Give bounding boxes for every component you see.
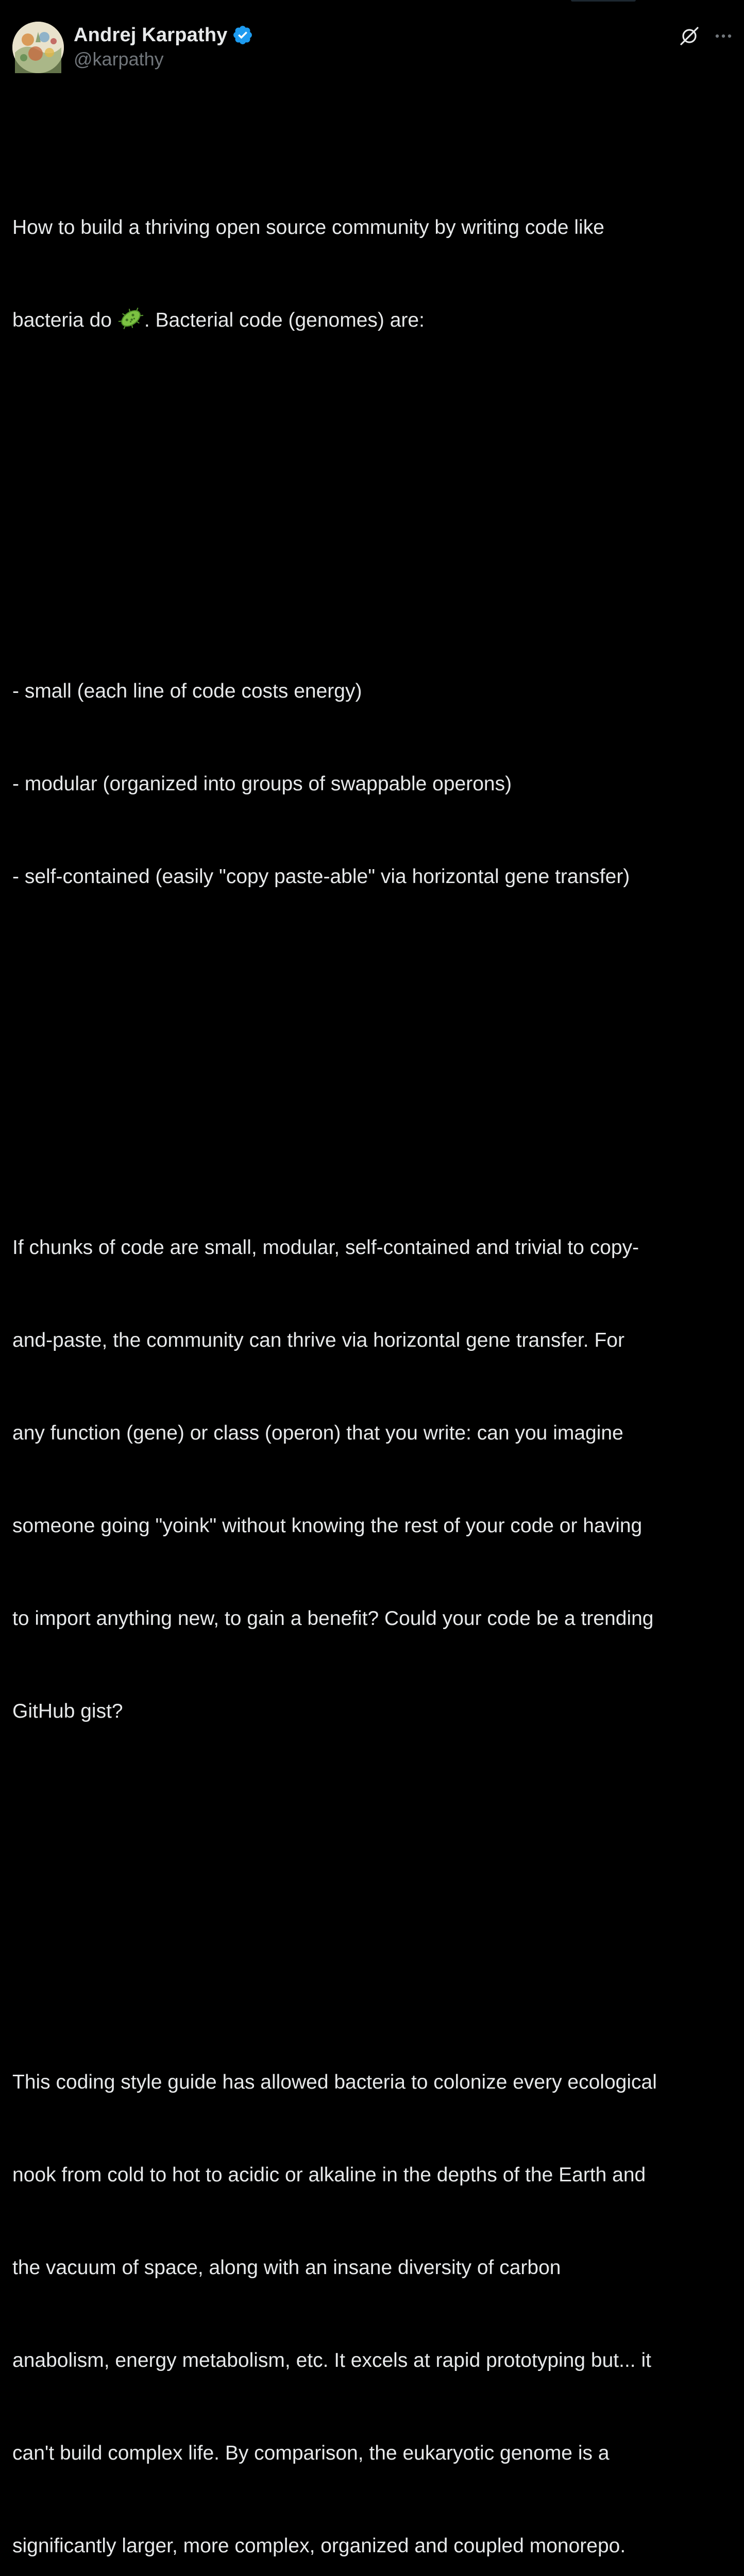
- top-scroll-indicator: [571, 0, 636, 2]
- paragraph-line: can't build complex life. By comparison, the eukaryotic genome is a: [12, 2442, 610, 2464]
- tweet-paragraph-2: [12, 1171, 734, 1789]
- display-name-row: [74, 23, 253, 47]
- intro-line-2-before: bacteria do: [12, 309, 117, 331]
- tweet-paragraph-3: [12, 2005, 734, 2576]
- paragraph-line: If chunks of code are small, modular, self-contained and trivial to copy-: [12, 1236, 639, 1259]
- paragraph-gap: [12, 490, 734, 521]
- intro-line-2-after: . Bacterial code (genomes) are:: [144, 309, 425, 331]
- author-handle[interactable]: @karpathy: [74, 48, 164, 70]
- verified-badge-icon[interactable]: [232, 24, 253, 46]
- grok-icon[interactable]: [679, 26, 700, 49]
- paragraph-line: someone going "yoink" without knowing the rest of your code or having: [12, 1515, 642, 1537]
- avatar-image: [12, 22, 64, 73]
- tweet-bullets: [12, 614, 734, 954]
- more-icon[interactable]: [713, 26, 734, 49]
- bullet-item: - self-contained (easily "copy paste-able" via horizontal gene transfer): [12, 866, 630, 888]
- avatar[interactable]: [12, 22, 64, 73]
- paragraph-line: significantly larger, more complex, organized and coupled monorepo.: [12, 2535, 626, 2557]
- paragraph-gap: [12, 1047, 734, 1078]
- paragraph-line: any function (gene) or class (operon) that you write: can you imagine: [12, 1422, 623, 1444]
- display-name[interactable]: Andrej Karpathy: [74, 24, 228, 46]
- tweet: [12, 22, 734, 2576]
- paragraph-line: the vacuum of space, along with an insane diversity of carbon: [12, 2257, 561, 2279]
- paragraph-line: GitHub gist?: [12, 1700, 123, 1722]
- author-names: [74, 23, 253, 70]
- tweet-header: [12, 22, 734, 73]
- paragraph-line: and-paste, the community can thrive via horizontal gene transfer. For: [12, 1329, 624, 1351]
- paragraph-line: nook from cold to hot to acidic or alkaline in the depths of the Earth and: [12, 2164, 646, 2186]
- bullet-item: - small (each line of code costs energy): [12, 680, 362, 702]
- paragraph-gap: [12, 1882, 734, 1912]
- tweet-intro: [12, 150, 734, 398]
- paragraph-line: This coding style guide has allowed bacteria to colonize every ecological: [12, 2071, 657, 2093]
- intro-line-2: [12, 305, 734, 336]
- paragraph-line: anabolism, energy metabolism, etc. It excels at rapid prototyping but... it: [12, 2349, 651, 2371]
- bullet-item: - modular (organized into groups of swappable operons): [12, 773, 512, 795]
- header-actions: [679, 26, 734, 49]
- microbe-icon: [117, 305, 144, 332]
- intro-line-1: How to build a thriving open source community by writing code like: [12, 216, 604, 239]
- tweet-text: [12, 89, 734, 2576]
- paragraph-line: to import anything new, to gain a benefit? Could your code be a trending: [12, 1607, 654, 1630]
